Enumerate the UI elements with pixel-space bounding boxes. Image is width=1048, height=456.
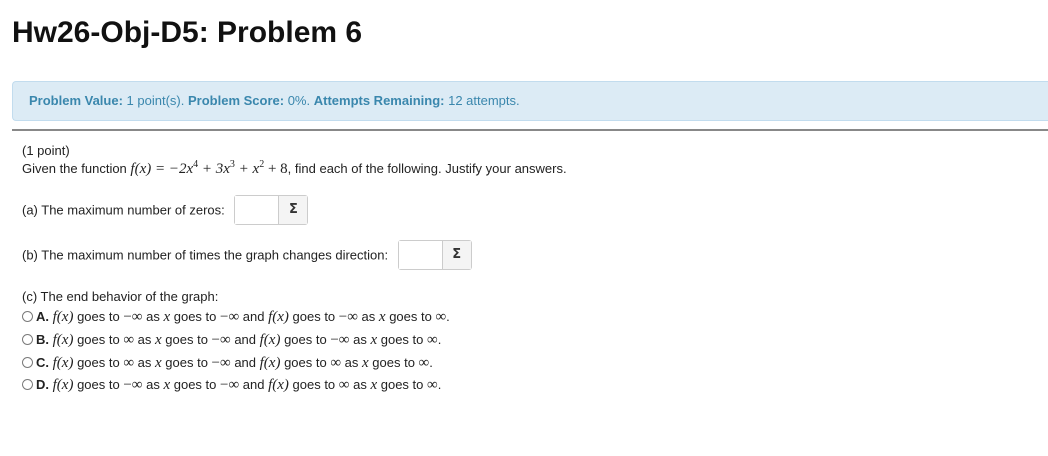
option-b-radio[interactable] (22, 334, 33, 345)
part-b-answer-input[interactable] (399, 241, 443, 269)
part-b-label: (b) The maximum number of times the graph changes direction: (22, 247, 389, 263)
problem-info-bar (12, 81, 1048, 121)
page-title: Hw26-Obj-D5: Problem 6 (12, 16, 363, 49)
problem-score: 0%. (287, 93, 311, 108)
option-d-radio[interactable] (22, 379, 33, 390)
problem-score-label: Problem Score: (187, 93, 285, 108)
part-a-equation-editor-button[interactable]: Σ (279, 196, 307, 224)
part-b (22, 241, 472, 271)
divider (12, 129, 1048, 131)
part-a-answer-group (234, 195, 308, 225)
attempts-remaining-label: Attempts Remaining: (313, 93, 445, 108)
part-a-answer-input[interactable] (235, 196, 279, 224)
part-b-equation-editor-button[interactable]: Σ (443, 241, 471, 269)
problem-points: (1 point) (22, 143, 70, 158)
problem-statement (22, 161, 567, 178)
option-c[interactable]: C. f(x) goes to ∞ as x goes to −∞ and f(x) goes to ∞ as x goes to ∞. (22, 355, 433, 372)
problem-value: 1 point(s). (126, 93, 185, 108)
part-b-answer-group (398, 240, 472, 270)
part-c-label: (c) The end behavior of the graph: (22, 289, 219, 304)
part-a (22, 196, 308, 226)
option-d[interactable]: D. f(x) goes to −∞ as x goes to −∞ and f(x) goes to ∞ as x goes to ∞. (22, 377, 441, 394)
attempts-remaining: 12 attempts. (448, 93, 520, 108)
option-c-radio[interactable] (22, 357, 33, 368)
part-a-label: (a) The maximum number of zeros: (22, 202, 225, 218)
option-a-radio[interactable] (22, 311, 33, 322)
option-b[interactable]: B. f(x) goes to ∞ as x goes to −∞ and f(x) goes to −∞ as x goes to ∞. (22, 332, 441, 349)
problem-value-label: Problem Value: (29, 93, 123, 108)
function-expression: $f(x) = -2x^4 + 3x^3 + x^2 + 8$ (130, 159, 288, 177)
option-a[interactable]: A. f(x) goes to −∞ as x goes to −∞ and f(x) goes to −∞ as x goes to ∞. (22, 309, 450, 326)
statement-intro: Given the function (22, 161, 127, 176)
statement-rest: , find each of the following. Justify your answers. (287, 161, 567, 176)
